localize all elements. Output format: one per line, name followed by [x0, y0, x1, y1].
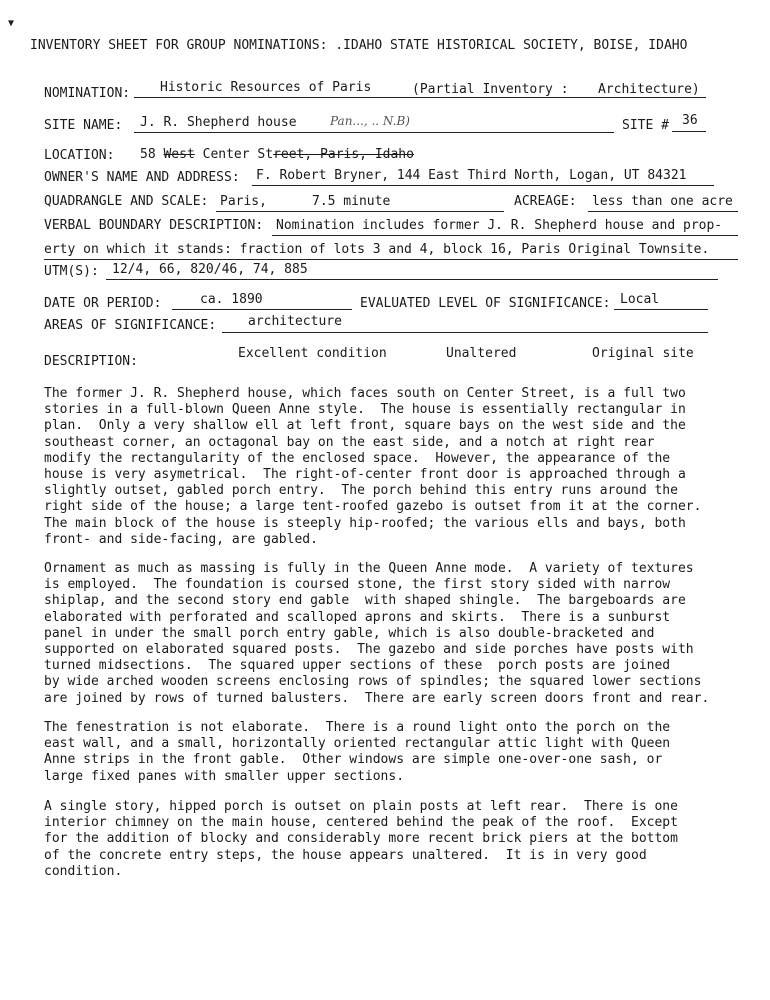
utm-rule	[106, 279, 718, 280]
quadrangle-label: QUADRANGLE AND SCALE:	[44, 194, 209, 209]
areas-rule	[222, 332, 708, 333]
quadrangle-value: Paris,	[220, 194, 267, 209]
description-paragraph: Ornament as much as massing is fully in the Queen Anne mode. A variety of textures is employed. The foundation is coursed stone, the first story sided with narrow shiplap, and the second story end gable with shaped shingle. The bargeboards are elaborated with perforated and scalloped aprons and skirts. There is a sunburst panel in under the small porch entry gable, which is also double-bracketed and supported on elaborated squared posts. The gazebo and side porches have posts with turned midsections. The squared upper sections of these porch posts are joined by wide arched wooden screens enclosing rows of spindles; the squared lower sections are joined by rows of turned balusters. There are early screen doors front and rear.	[44, 561, 710, 706]
page-header: INVENTORY SHEET FOR GROUP NOMINATIONS: .IDAHO STATE HISTORICAL SOCIETY, BOISE, IDAHO	[30, 38, 688, 53]
location-struck-suffix: reet, Paris, Idaho	[273, 147, 414, 162]
nomination-extra: (Partial Inventory :	[412, 82, 569, 97]
nomination-value: Historic Resources of Paris	[160, 80, 372, 95]
site-name-rule	[134, 132, 614, 133]
site-number-value: 36	[682, 113, 698, 128]
boundary-line-2: erty on which it stands: fraction of lots 3 and 4, block 16, Paris Original Townsite.	[44, 242, 710, 257]
site-name-value: J. R. Shepherd house	[140, 115, 297, 130]
nomination-label: NOMINATION:	[44, 86, 131, 101]
boundary-rule-1	[272, 235, 738, 236]
boundary-label: VERBAL BOUNDARY DESCRIPTION:	[44, 218, 264, 233]
nomination-rule	[134, 97, 706, 98]
significance-level-label: EVALUATED LEVEL OF SIGNIFICANCE:	[360, 296, 611, 311]
description-paragraph: The former J. R. Shepherd house, which faces south on Center Street, is a full two stories in a full-blown Queen Anne style. The house is essentially rectangular in plan. Only a very shallow ell at left front, square bays on the west side and the southeast corner, an octagonal bay on the east side, and a notch at right rear modify the rectangularity of the enclosed space. However, the appearance of the house is very asymetrical. The right-of-center front door is approached through a slightly outset, gabled porch entry. The porch behind this entry runs around the right side of the house; a large tent-roofed gazebo is outset from it at the corner. The main block of the house is steeply hip-roofed; the various ells and bays, both front- and side-facing, are gabled.	[44, 386, 702, 547]
areas-value: architecture	[248, 314, 342, 329]
site-name-label: SITE NAME:	[44, 118, 123, 133]
description-label: DESCRIPTION:	[44, 354, 138, 369]
condition-value: Excellent condition	[238, 346, 387, 361]
owner-value: F. Robert Bryner, 144 East Third North, Logan, UT 84321	[256, 168, 687, 183]
location-number: 58	[140, 147, 164, 162]
description-paragraph: A single story, hipped porch is outset on plain posts at left rear. There is one interior chimney on the main house, centered behind the peak of the roof. Except for the addition of blocky and considerably more recent brick piers at the bottom of the concrete entry steps, the house appears unaltered. It is in very good condition.	[44, 799, 678, 879]
acreage-value: less than one acre	[592, 194, 733, 209]
boundary-rule-2	[44, 259, 738, 260]
location-struck-direction: West	[163, 147, 195, 162]
utm-value: 12/4, 66, 820/46, 74, 885	[112, 262, 308, 277]
quadrangle-rule	[216, 211, 504, 212]
utm-label: UTM(S):	[44, 264, 99, 279]
location-street: Center St	[194, 147, 274, 162]
alteration-value: Unaltered	[446, 346, 517, 361]
significance-level-rule	[614, 309, 708, 310]
nomination-extra2: Architecture)	[598, 82, 700, 97]
site-handwritten-note: Pan..., .. N.B)	[330, 114, 410, 128]
acreage-rule	[588, 211, 738, 212]
areas-label: AREAS OF SIGNIFICANCE:	[44, 318, 217, 333]
scale-value: 7.5 minute	[312, 194, 391, 209]
scan-mark: ▼	[8, 18, 15, 29]
description-paragraph: The fenestration is not elaborate. There is a round light onto the porch on the east wall, and a small, horizontally oriented rectangular attic light with Queen Anne strips in the front gable. Other windows are simple one-over-one sash, or large fixed panes with smaller upper sections.	[44, 720, 671, 784]
site-status-value: Original site	[592, 346, 694, 361]
date-rule	[172, 309, 352, 310]
significance-level-value: Local	[620, 292, 660, 307]
boundary-line-1: Nomination includes former J. R. Shepherd house and prop-	[276, 218, 723, 233]
date-label: DATE OR PERIOD:	[44, 296, 162, 311]
owner-rule	[252, 185, 714, 186]
site-number-rule	[672, 131, 706, 132]
date-value: ca. 1890	[200, 292, 263, 307]
site-number-label: SITE #	[622, 118, 669, 133]
location-value	[140, 147, 414, 163]
owner-label: OWNER'S NAME AND ADDRESS:	[44, 170, 240, 185]
acreage-label: ACREAGE:	[514, 194, 577, 209]
location-label: LOCATION:	[44, 148, 115, 163]
